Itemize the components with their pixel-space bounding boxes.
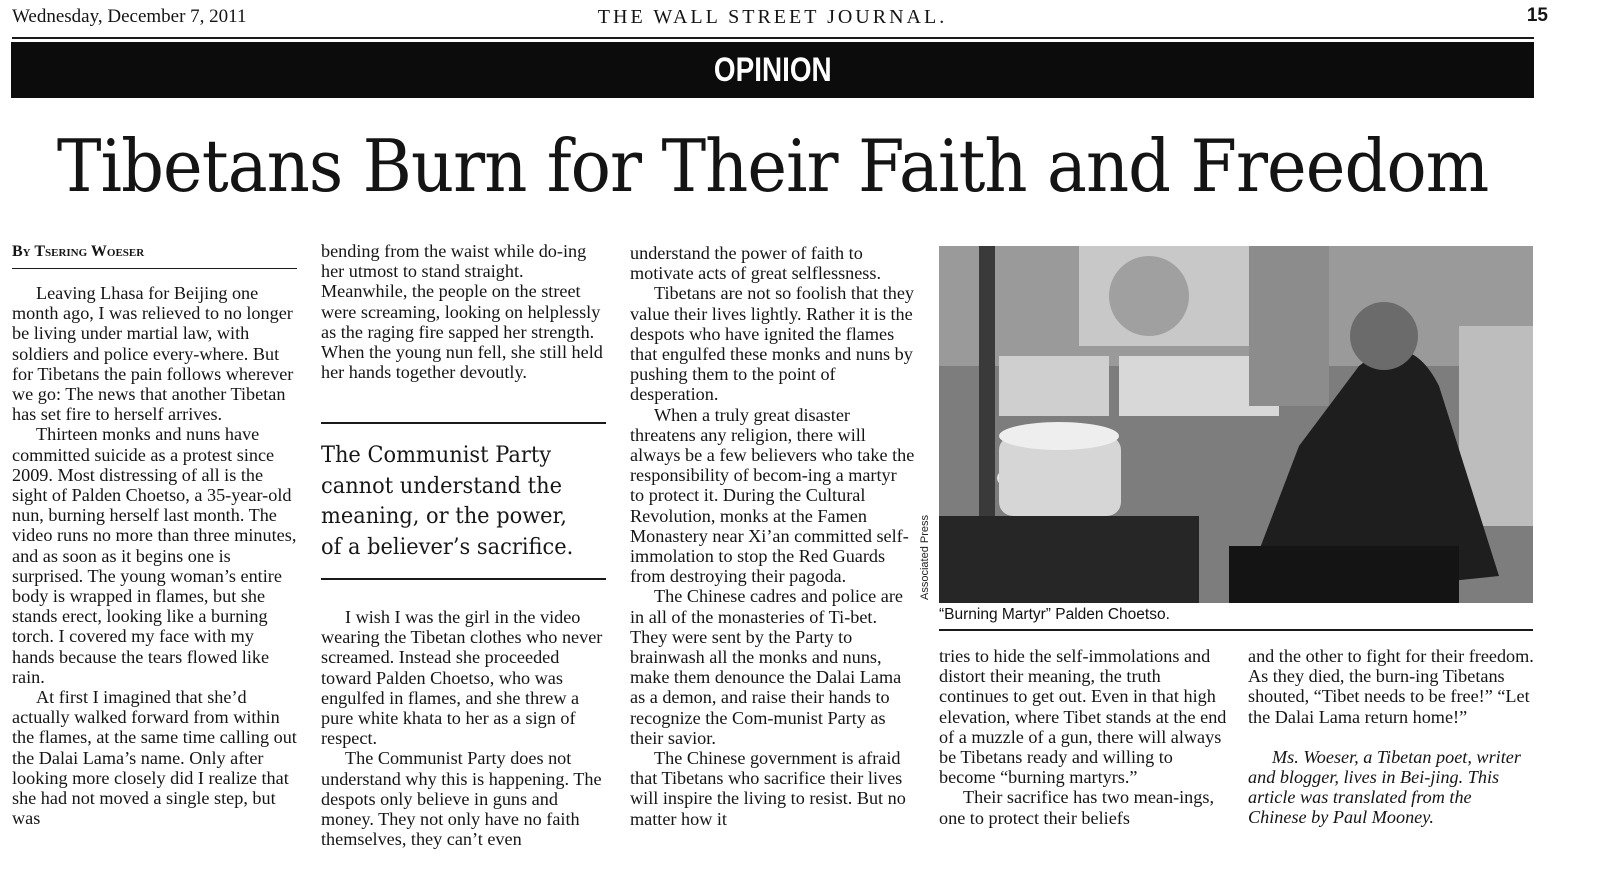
pullquote-rule-top [321, 422, 606, 424]
headline-text: Tibetans Burn for Their Faith and Freedom [56, 124, 1489, 208]
paragraph: Thirteen monks and nuns have committed suicide as a protest since 2009. Most distressing of all is the sight of Palden Choetso, a 35-year-old nun, burning herself last month. The video runs no more than three minutes, and as soon as it begins one is surprised. The young woman’s entire body is wrapped in flames, but she stands erect, looking like a burning torch. I covered my face with my hands because the tears flowed like rain. [12, 424, 297, 687]
masthead: THE WALL STREET JOURNAL. [597, 6, 948, 28]
article-column-3 [630, 243, 915, 829]
paragraph: The Chinese cadres and police are in all of the monasteries of Ti-bet. They were sent by the Party to brainwash all the monks and nuns, make them denounce the Dalai Lama as a demon, and raise their hands to recognize the Com-munist Party as their savior. [630, 586, 903, 748]
article-column-1 [12, 283, 298, 828]
article-column-5 [1248, 646, 1534, 828]
article-photo [939, 246, 1533, 603]
caption-rule [939, 629, 1533, 631]
paragraph: I wish I was the girl in the video wearing the Tibetan clothes who never screamed. Instead she proceeded toward Palden Choetso, who was engulfed in flames, and she threw a pure white khata to her as a sign of respect. [321, 607, 603, 749]
page-number: 15 [1526, 5, 1548, 26]
paragraph: The Communist Party does not understand why this is happening. The despots only believe in guns and money. They not only have no faith themselves, they can’t even [321, 748, 602, 850]
pull-quote [321, 440, 606, 562]
photo-caption: “Burning Martyr” Palden Choetso. [939, 606, 1170, 623]
pullquote-rule-bottom [321, 578, 606, 580]
paragraph: tries to hide the self-immolations and distort their meaning, the truth continues to get out. Even in that high elevation, where Tibet stands at the end of a muzzle of a gun, there will always be Tibetans ready and willing to become “burning martyrs.” [939, 646, 1227, 788]
paragraph: Leaving Lhasa for Beijing one month ago, I was relieved to no longer be living under martial law, with soldiers and police every-where. But for Tibetans the pain follows wherever we go: The news that another Tibetan has set fire to herself arrives. [12, 283, 294, 425]
paragraph: and the other to fight for their freedom. As they died, the burn-ing Tibetans shouted, “Tibet needs to be free!” “Let the Dalai Lama return home!” [1248, 646, 1534, 727]
paragraph: Their sacrifice has two mean-ings, one to protect their beliefs [939, 787, 1214, 828]
paragraph: understand the power of faith to motivate acts of great selflessness. [630, 243, 882, 284]
photo-credit: Associated Press [919, 515, 931, 600]
paragraph: Tibetans are not so foolish that they value their lives lightly. Rather it is the despots who have ignited the flames that engulfed these monks and nuns by pushing them to the point of desperation. [630, 283, 914, 405]
section-label: OPINION [713, 51, 832, 89]
header-rule [12, 37, 1534, 39]
pullquote-line: cannot understand the [321, 472, 562, 499]
author-note: Ms. Woeser, a Tibetan poet, writer and blogger, lives in Bei-jing. This article was translated from the Chinese by Paul Mooney. [1248, 746, 1521, 828]
pullquote-line: of a believer’s sacrifice. [321, 533, 574, 560]
byline-rule [12, 268, 297, 269]
issue-date: Wednesday, December 7, 2011 [12, 6, 247, 27]
paragraph: When a truly great disaster threatens any religion, there will always be a few believers who take the responsibility of becom-ing a martyr to protect it. During the Cultural Revolution, monks at the Famen Monastery near Xi’an committed self-immolation to stop the Red Guards from destroying their pagoda. [630, 404, 915, 587]
paragraph: The Chinese government is afraid that Tibetans who sacrifice their lives will inspire the living to resist. But no matter how it [630, 748, 906, 829]
article-column-2 [321, 241, 606, 382]
section-banner [11, 42, 1534, 98]
article-column-2-continued [321, 607, 606, 849]
byline: By Tsering Woeser [12, 243, 145, 260]
pullquote-line: meaning, or the power, [321, 503, 567, 529]
article-headline [0, 118, 1545, 214]
paragraph: At first I imagined that she’d actually walked forward from within the flames, at the same time calling out the Dalai Lama’s name. Only after looking more closely did I realize that she had not moved a single step, but was [12, 687, 297, 829]
paragraph: bending from the waist while do-ing her utmost to stand straight. Meanwhile, the people on the street were screaming, looking on helplessly as the raging fire sapped her strength. When the young nun fell, she still held her hands together devoutly. [321, 241, 603, 383]
pullquote-line: The Communist Party [321, 442, 552, 468]
article-column-4 [939, 646, 1227, 828]
photo-illustration [939, 246, 1533, 603]
